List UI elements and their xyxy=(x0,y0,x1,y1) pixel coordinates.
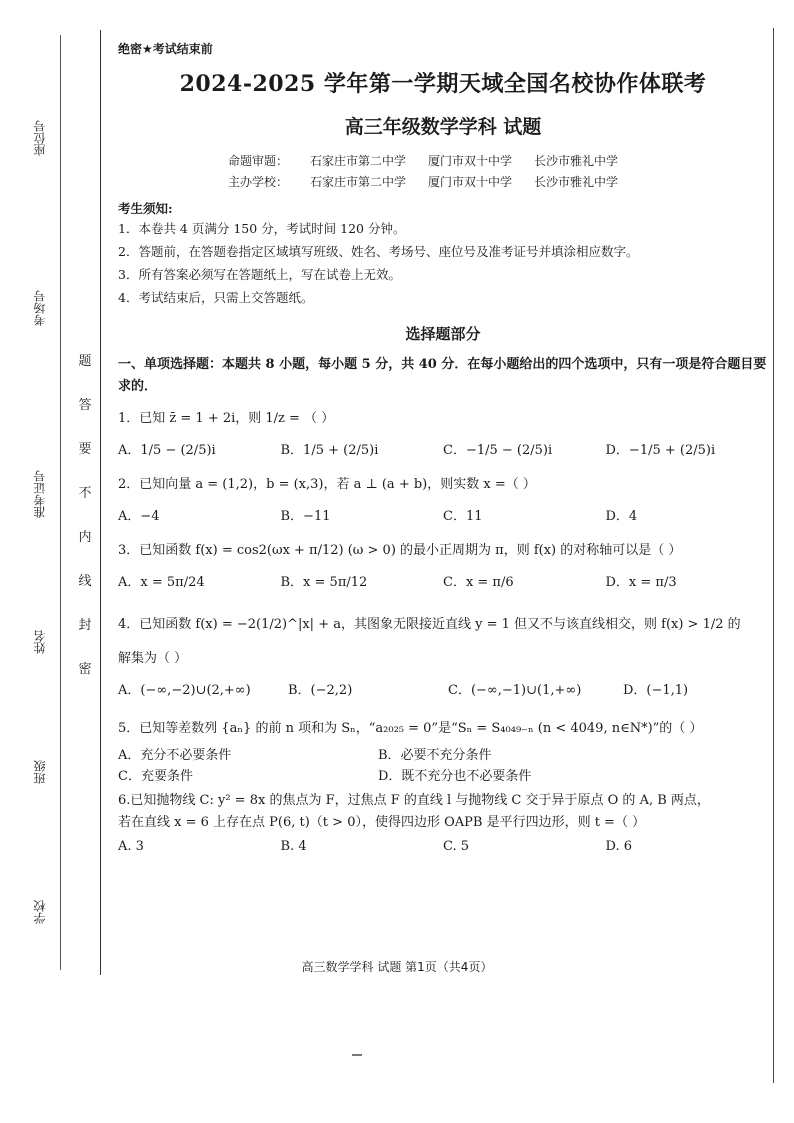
proposers-row xyxy=(228,151,658,172)
name-label: 姓名 xyxy=(33,630,47,654)
name-field xyxy=(22,630,58,654)
notice-item: 4．考试结束后，只需上交答题纸。 xyxy=(118,290,314,305)
organizers-label: 主办学校： xyxy=(228,175,289,189)
question-4: 4．已知函数 f(x) = −2(1/2)^|x| + a，其图象无限接近直线 y = 1 但又不与该直线相交，则 f(x) > 1/2 的 xyxy=(118,617,741,632)
notice-item: 2．答题前，在答题卷指定区域填写班级、姓名、考场号、座位号及准考证号并填涂相应数字。 xyxy=(118,244,639,259)
option-c: C．x = π/6 xyxy=(443,575,514,590)
question-4-cont: 解集为（ ） xyxy=(118,651,188,666)
option-d: D．既不充分也不必要条件 xyxy=(378,769,532,784)
question-6-options xyxy=(118,834,768,860)
seal-char: 封 xyxy=(78,618,92,633)
admission-number-field xyxy=(22,470,58,518)
seal-char: 不 xyxy=(78,486,92,501)
question-1-options xyxy=(118,438,768,464)
seal-char: 密 xyxy=(78,662,92,677)
seal-char: 题 xyxy=(78,354,92,369)
question-5-options xyxy=(118,744,768,784)
notice-item: 3．所有答案必须写在答题纸上，写在试卷上无效。 xyxy=(118,267,401,282)
organizer-block xyxy=(228,151,658,193)
page-right-border xyxy=(773,28,774,1083)
section-title: 选择题部分 xyxy=(405,325,481,343)
organizers-row xyxy=(228,172,658,193)
option-b: B．(−2,2) xyxy=(288,683,353,698)
seat-number-label: 座位号 xyxy=(33,120,47,156)
option-a: A. 3 xyxy=(118,839,144,854)
exam-room-field xyxy=(22,290,58,326)
option-b: B．x = 5π/12 xyxy=(280,575,368,590)
exam-subtitle: 高三年级数学学科 试题 xyxy=(344,116,542,138)
option-a: A．x = 5π/24 xyxy=(118,575,205,590)
proposers-label: 命题审题： xyxy=(228,154,289,168)
question-2: 2．已知向量 a = (1,2)，b = (x,3)，若 a ⊥ (a + b)，则实数 x =（ ） xyxy=(118,477,536,492)
notice-heading: 考生须知: xyxy=(118,201,173,216)
school-name: 长沙市雅礼中学 xyxy=(534,154,619,168)
seal-char: 要 xyxy=(78,442,92,457)
school-label: 学校 xyxy=(33,900,47,924)
school-name: 长沙市雅礼中学 xyxy=(534,175,619,189)
option-b: B．1/5 + (2/5)i xyxy=(280,443,379,458)
binding-margin xyxy=(0,0,110,1123)
question-2-options xyxy=(118,504,768,530)
seal-char: 答 xyxy=(78,398,92,413)
question-4-options xyxy=(118,678,768,704)
option-c: C．11 xyxy=(443,509,483,524)
school-name: 厦门市双十中学 xyxy=(428,154,513,168)
seal-char: 线 xyxy=(78,574,92,589)
option-b: B. 4 xyxy=(280,839,307,854)
binding-line-inner xyxy=(100,30,101,975)
option-d: D．x = π/3 xyxy=(605,575,677,590)
school-name: 石家庄市第二中学 xyxy=(310,175,407,189)
option-b: B．必要不充分条件 xyxy=(378,748,492,763)
seat-number-field xyxy=(22,120,58,156)
exam-title: 2024-2025 学年第一学期天域全国名校协作体联考 xyxy=(179,71,707,97)
seal-char: 内 xyxy=(78,530,92,545)
question-1: 1．已知 z̄ = 1 + 2i，则 1/z = （ ） xyxy=(118,411,335,426)
option-c: C. 5 xyxy=(443,839,470,854)
question-6: 6.已知抛物线 C: y² = 8x 的焦点为 F，过焦点 F 的直线 l 与抛物线 C 交于异于原点 O 的 A, B 两点， xyxy=(118,793,710,808)
option-b: B．−11 xyxy=(280,509,331,524)
option-a: A．−4 xyxy=(118,509,160,524)
exam-room-label: 考场号 xyxy=(33,290,47,326)
exam-content xyxy=(118,40,768,860)
school-name: 石家庄市第二中学 xyxy=(310,154,407,168)
option-a: A．充分不必要条件 xyxy=(118,748,232,763)
option-a: A．1/5 − (2/5)i xyxy=(118,443,216,458)
option-d: D．−1/5 + (2/5)i xyxy=(605,443,716,458)
question-3: 3．已知函数 f(x) = cos2(ωx + π/12) (ω > 0) 的最小正周期为 π，则 f(x) 的对称轴可以是（ ） xyxy=(118,543,682,558)
school-name: 厦门市双十中学 xyxy=(428,175,513,189)
option-c: C．充要条件 xyxy=(118,769,193,784)
school-field xyxy=(22,900,58,924)
class-label: 班级 xyxy=(33,760,47,784)
seal-line-text xyxy=(74,340,96,692)
option-c: C．(−∞,−1)∪(1,+∞) xyxy=(448,683,582,698)
question-5: 5．已知等差数列 {aₙ} 的前 n 项和为 Sₙ，“a₂₀₂₅ = 0”是“Sₙ = S₄₀₄₉₋ₙ (n < 4049, n∈N*)”的（ ） xyxy=(118,721,703,736)
binding-line-outer xyxy=(60,35,61,970)
option-d: D．(−1,1) xyxy=(623,683,689,698)
option-d: D．4 xyxy=(605,509,638,524)
confidential-note: 绝密★考试结束前 xyxy=(118,42,213,56)
notice-item: 1．本卷共 4 页满分 150 分，考试时间 120 分钟。 xyxy=(118,221,406,236)
scan-mark xyxy=(352,1054,362,1056)
page-footer: 高三数学学科 试题 第1页（共4页） xyxy=(301,960,493,974)
option-c: C．−1/5 − (2/5)i xyxy=(443,443,553,458)
admission-number-label: 准考证号 xyxy=(33,470,47,518)
option-d: D. 6 xyxy=(605,839,632,854)
question-6-cont: 若在直线 x = 6 上存在点 P(6, t)（t > 0），使得四边形 OAPB 是平行四边形，则 t =（ ） xyxy=(118,815,646,830)
section-intro: 一、单项选择题：本题共 8 小题，每小题 5 分，共 40 分．在每小题给出的四个选项中，只有一项是符合题目要求的． xyxy=(118,357,767,394)
option-a: A．(−∞,−2)∪(2,+∞) xyxy=(118,683,251,698)
class-field xyxy=(22,760,58,784)
question-3-options xyxy=(118,570,768,596)
